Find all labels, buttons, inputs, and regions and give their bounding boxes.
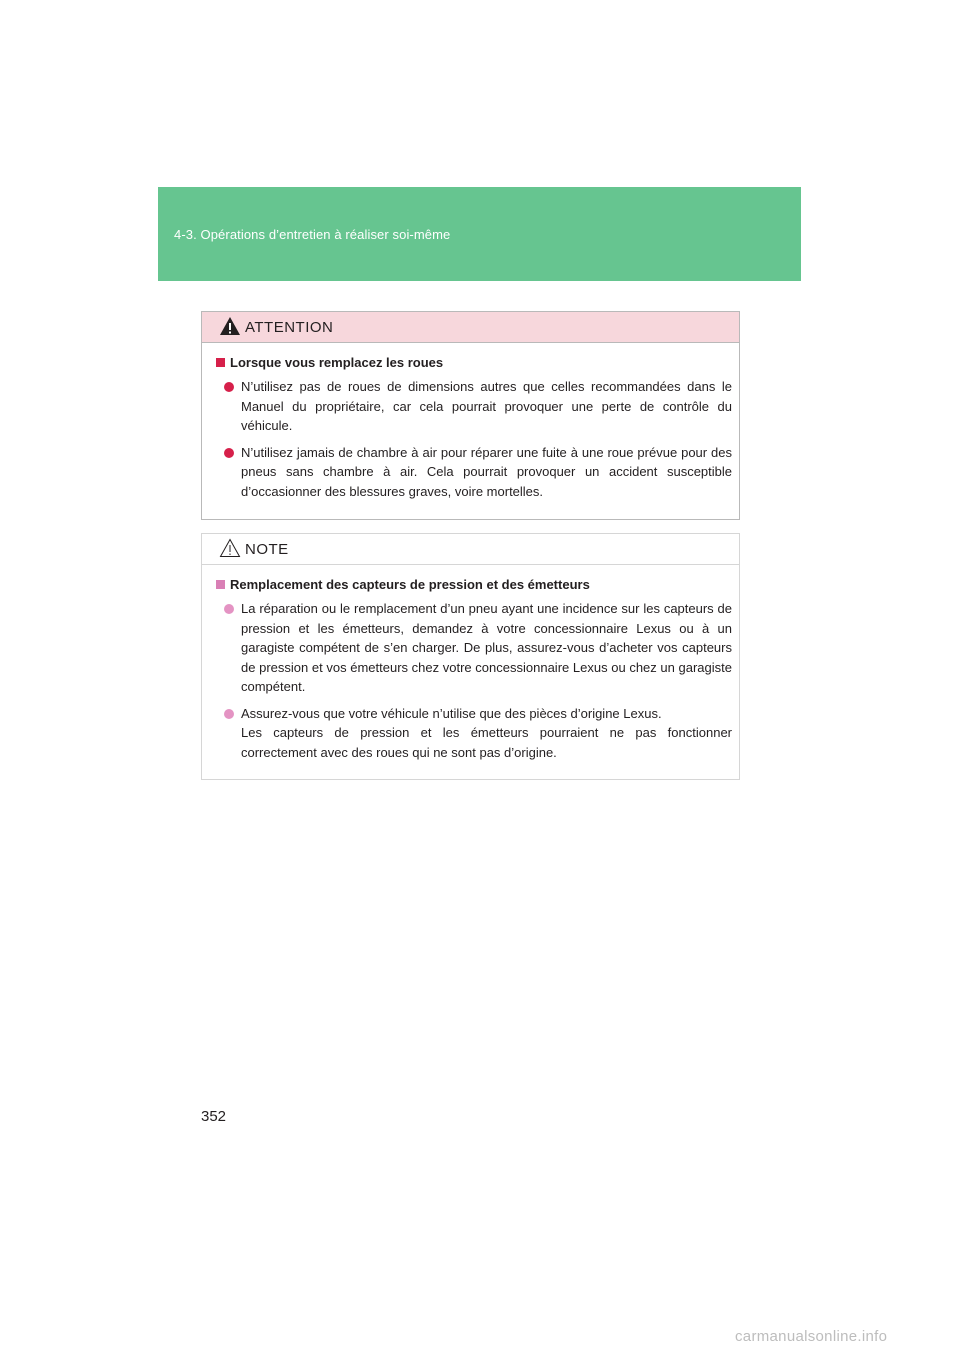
square-bullet-icon: [216, 358, 225, 367]
warning-triangle-icon: [219, 316, 241, 336]
note-item: [216, 704, 732, 763]
note-heading: [216, 577, 732, 592]
round-bullet-icon: [224, 709, 234, 719]
attention-heading-text: Lorsque vous remplacez les roues: [230, 355, 444, 370]
section-header-band: [158, 187, 801, 281]
watermark: carmanualsonline.info: [735, 1328, 888, 1345]
note-item-text: La réparation ou le remplacement d’un pneu ayant une incidence sur les capteurs de pression et les émetteurs, demandez à votre concessionnaire Lexus ou à un garagiste compétent de s’en charger. De plus, assurez-vous d’acheter vos capteurs de pression et vos émetteurs chez votre concessionnaire Lexus ou chez un garagiste compétent.: [241, 601, 732, 694]
note-item-text: Assurez-vous que votre véhicule n’utilise que des pièces d’origine Lexus.: [241, 705, 662, 721]
warning-triangle-outline-icon: [219, 538, 241, 558]
attention-header: [202, 312, 739, 343]
attention-item: [216, 377, 732, 436]
note-item-text: Les capteurs de pression et les émetteurs pourraient ne pas fonctionner correctement avec des roues qui ne sont pas d’origine.: [241, 725, 732, 760]
round-bullet-icon: [224, 604, 234, 614]
page-number: 352: [201, 1108, 227, 1125]
round-bullet-icon: [224, 382, 234, 392]
attention-box: [201, 311, 740, 520]
attention-label: ATTENTION: [245, 319, 334, 336]
note-body: [202, 565, 739, 762]
section-title: 4-3. Opérations d’entretien à réaliser soi-même: [174, 227, 451, 242]
round-bullet-icon: [224, 448, 234, 458]
square-bullet-icon: [216, 580, 225, 589]
attention-heading: [216, 355, 732, 370]
attention-item: [216, 443, 732, 502]
note-box: [201, 533, 740, 780]
note-label: NOTE: [245, 541, 289, 558]
note-heading-text: Remplacement des capteurs de pression et des émetteurs: [230, 577, 590, 592]
note-item: [216, 599, 732, 697]
attention-body: [202, 343, 739, 501]
note-header: [202, 534, 739, 565]
attention-item-text: N’utilisez pas de roues de dimensions autres que celles recommandées dans le Manuel du propriétaire, car cela pourrait provoquer une perte de contrôle du véhicule.: [241, 379, 732, 433]
attention-item-text: N’utilisez jamais de chambre à air pour réparer une fuite à une roue prévue pour des pneus sans chambre à air. Cela pourrait provoquer un accident susceptible d’occasionner des blessures graves, voire mortelles.: [241, 444, 732, 499]
